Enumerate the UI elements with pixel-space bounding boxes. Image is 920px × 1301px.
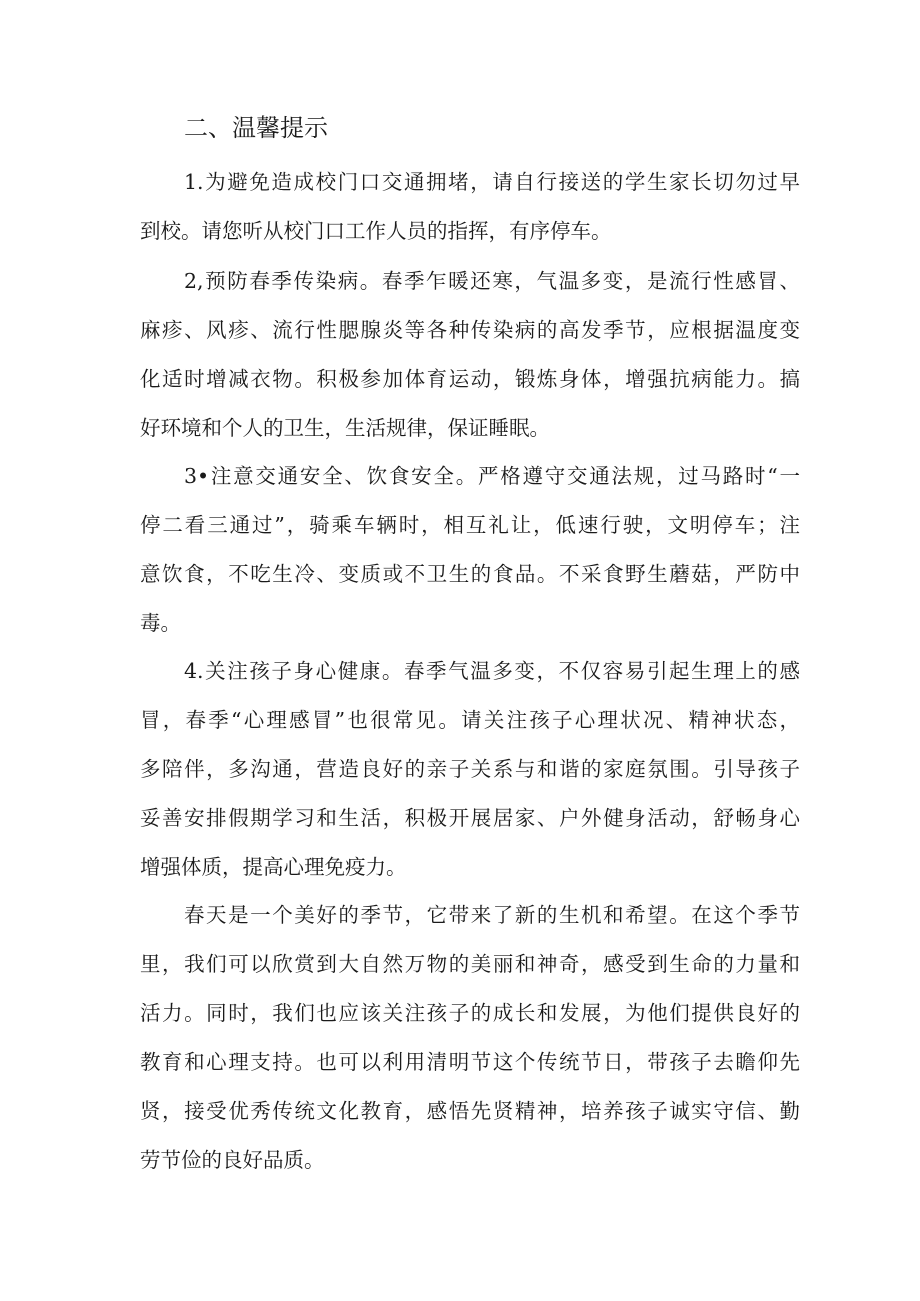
paragraph-line: 冒，春季“心理感冒”也很常见。请关注孩子心理状况、精神状态，	[140, 708, 800, 732]
paragraph-line: 春天是一个美好的季节，它带来了新的生机和希望。在这个季节	[184, 903, 800, 927]
paragraph-line: 到校。请您听从校门口工作人员的指挥，有序停车。	[140, 219, 612, 243]
paragraph-line: 化适时增减衣物。积极参加体育运动，锻炼身体，增强抗病能力。搞	[140, 367, 800, 391]
paragraph-line: 2,预防春季传染病。春季乍暖还寒，气温多变，是流行性感冒、	[184, 269, 800, 293]
paragraph-line: 贤，接受优秀传统文化教育，感悟先贤精神，培养孩子诚实守信、勤	[140, 1099, 800, 1123]
paragraph-line: 好环境和个人的卫生，生活规律，保证睡眠。	[140, 416, 550, 440]
paragraph-line: 麻疹、风疹、流行性腮腺炎等各种传染病的高发季节，应根据温度变	[140, 318, 800, 342]
paragraph-line: 多陪伴，多沟通，营造良好的亲子关系与和谐的家庭氛围。引导孩子	[140, 757, 800, 781]
paragraph-line: 里，我们可以欣赏到大自然万物的美丽和神奇，感受到生命的力量和	[140, 952, 800, 976]
paragraph-line: 1.为避免造成校门口交通拥堵，请自行接送的学生家长切勿过早	[184, 170, 800, 194]
paragraph-line: 劳节俭的良好品质。	[140, 1148, 325, 1172]
paragraph-line: 活力。同时，我们也应该关注孩子的成长和发展，为他们提供良好的	[140, 1001, 800, 1025]
paragraph-line: 意饮食，不吃生冷、变质或不卫生的食品。不采食野生蘑菇，严防中	[140, 562, 800, 586]
section-heading: 二、温馨提示	[184, 114, 328, 142]
paragraph-line: 教育和心理支持。也可以利用清明节这个传统节日，带孩子去瞻仰先	[140, 1050, 800, 1074]
paragraph-line: 增强体质，提高心理免疫力。	[140, 855, 407, 879]
paragraph-line: 4.关注孩子身心健康。春季气温多变，不仅容易引起生理上的感	[184, 659, 800, 683]
paragraph-line: 妥善安排假期学习和生活，积极开展居家、户外健身活动，舒畅身心	[140, 806, 800, 830]
paragraph-line: 毒。	[140, 611, 181, 635]
paragraph-line: 停二看三通过”，骑乘车辆时，相互礼让，低速行驶，文明停车；注	[140, 513, 800, 537]
paragraph-line: 3•注意交通安全、饮食安全。严格遵守交通法规，过马路时“一	[184, 464, 800, 488]
